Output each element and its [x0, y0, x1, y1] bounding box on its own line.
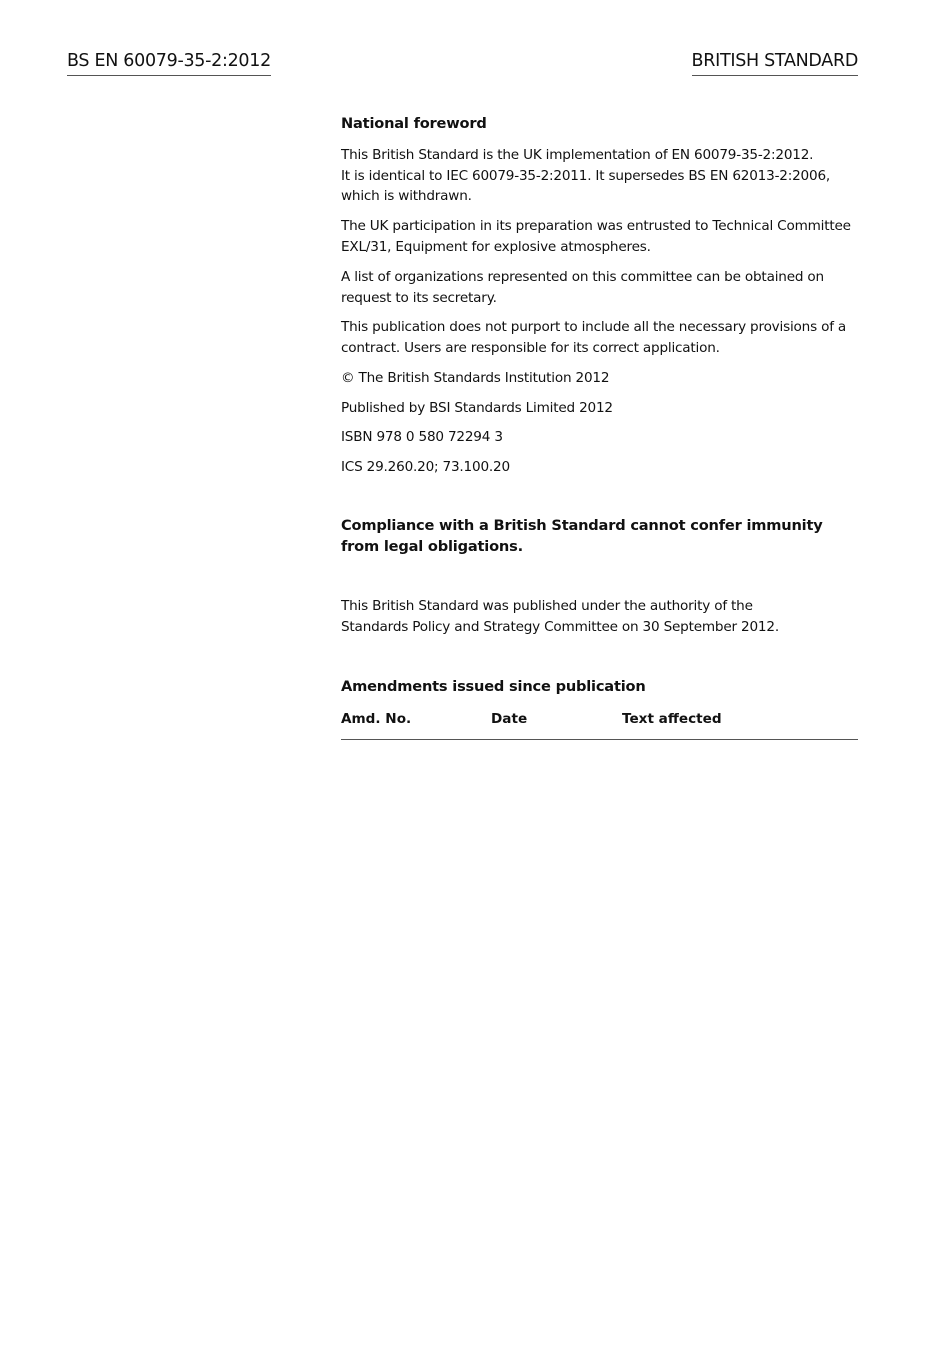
text-line: This British Standard was published under the authority of the [341, 598, 753, 614]
compliance-statement [341, 516, 861, 557]
text-line: Published by BSI Standards Limited 2012 [341, 400, 613, 416]
foreword-paragraph-2 [341, 216, 861, 257]
isbn [341, 427, 861, 448]
text-line: Compliance with a British Standard cannot confer immunity [341, 517, 823, 534]
text-line: This publication does not purport to include all the necessary provisions of a [341, 319, 847, 335]
text-line: This British Standard is the UK implementation of EN 60079-35-2:2012. [341, 147, 814, 163]
text-line: The UK participation in its preparation was entrusted to Technical Committee [341, 218, 851, 234]
text-line: ICS 29.260.20; 73.100.20 [341, 459, 510, 475]
amendments-table-header [341, 711, 858, 740]
text-line: request to its secretary. [341, 289, 497, 306]
column-date: Date [491, 711, 528, 727]
document-number: BS EN 60079-35-2:2012 [67, 49, 271, 76]
text-line: ISBN 978 0 580 72294 3 [341, 429, 503, 445]
text-line: which is withdrawn. [341, 188, 472, 205]
text-line: contract. Users are responsible for its correct application. [341, 339, 720, 356]
amendments-title: Amendments issued since publication [341, 678, 646, 695]
publisher [341, 398, 861, 419]
copyright [341, 368, 861, 389]
ics [341, 457, 861, 478]
document-type: BRITISH STANDARD [692, 49, 858, 76]
text-line: EXL/31, Equipment for explosive atmospheres. [341, 238, 651, 255]
text-line: It is identical to IEC 60079-35-2:2011. It supersedes BS EN 62013-2:2006, [341, 167, 831, 184]
column-text-affected: Text affected [622, 711, 722, 727]
foreword-paragraph-1 [341, 145, 861, 207]
foreword-paragraph-3 [341, 267, 861, 308]
text-line: © The British Standards Institution 2012 [341, 370, 610, 386]
text-line: A list of organizations represented on this committee can be obtained on [341, 269, 824, 285]
foreword-title: National foreword [341, 115, 487, 132]
text-line: Standards Policy and Strategy Committee on 30 September 2012. [341, 618, 779, 635]
column-amd-no: Amd. No. [341, 711, 412, 727]
text-line: from legal obligations. [341, 537, 523, 555]
foreword-paragraph-4 [341, 317, 861, 358]
authority-statement [341, 596, 861, 637]
